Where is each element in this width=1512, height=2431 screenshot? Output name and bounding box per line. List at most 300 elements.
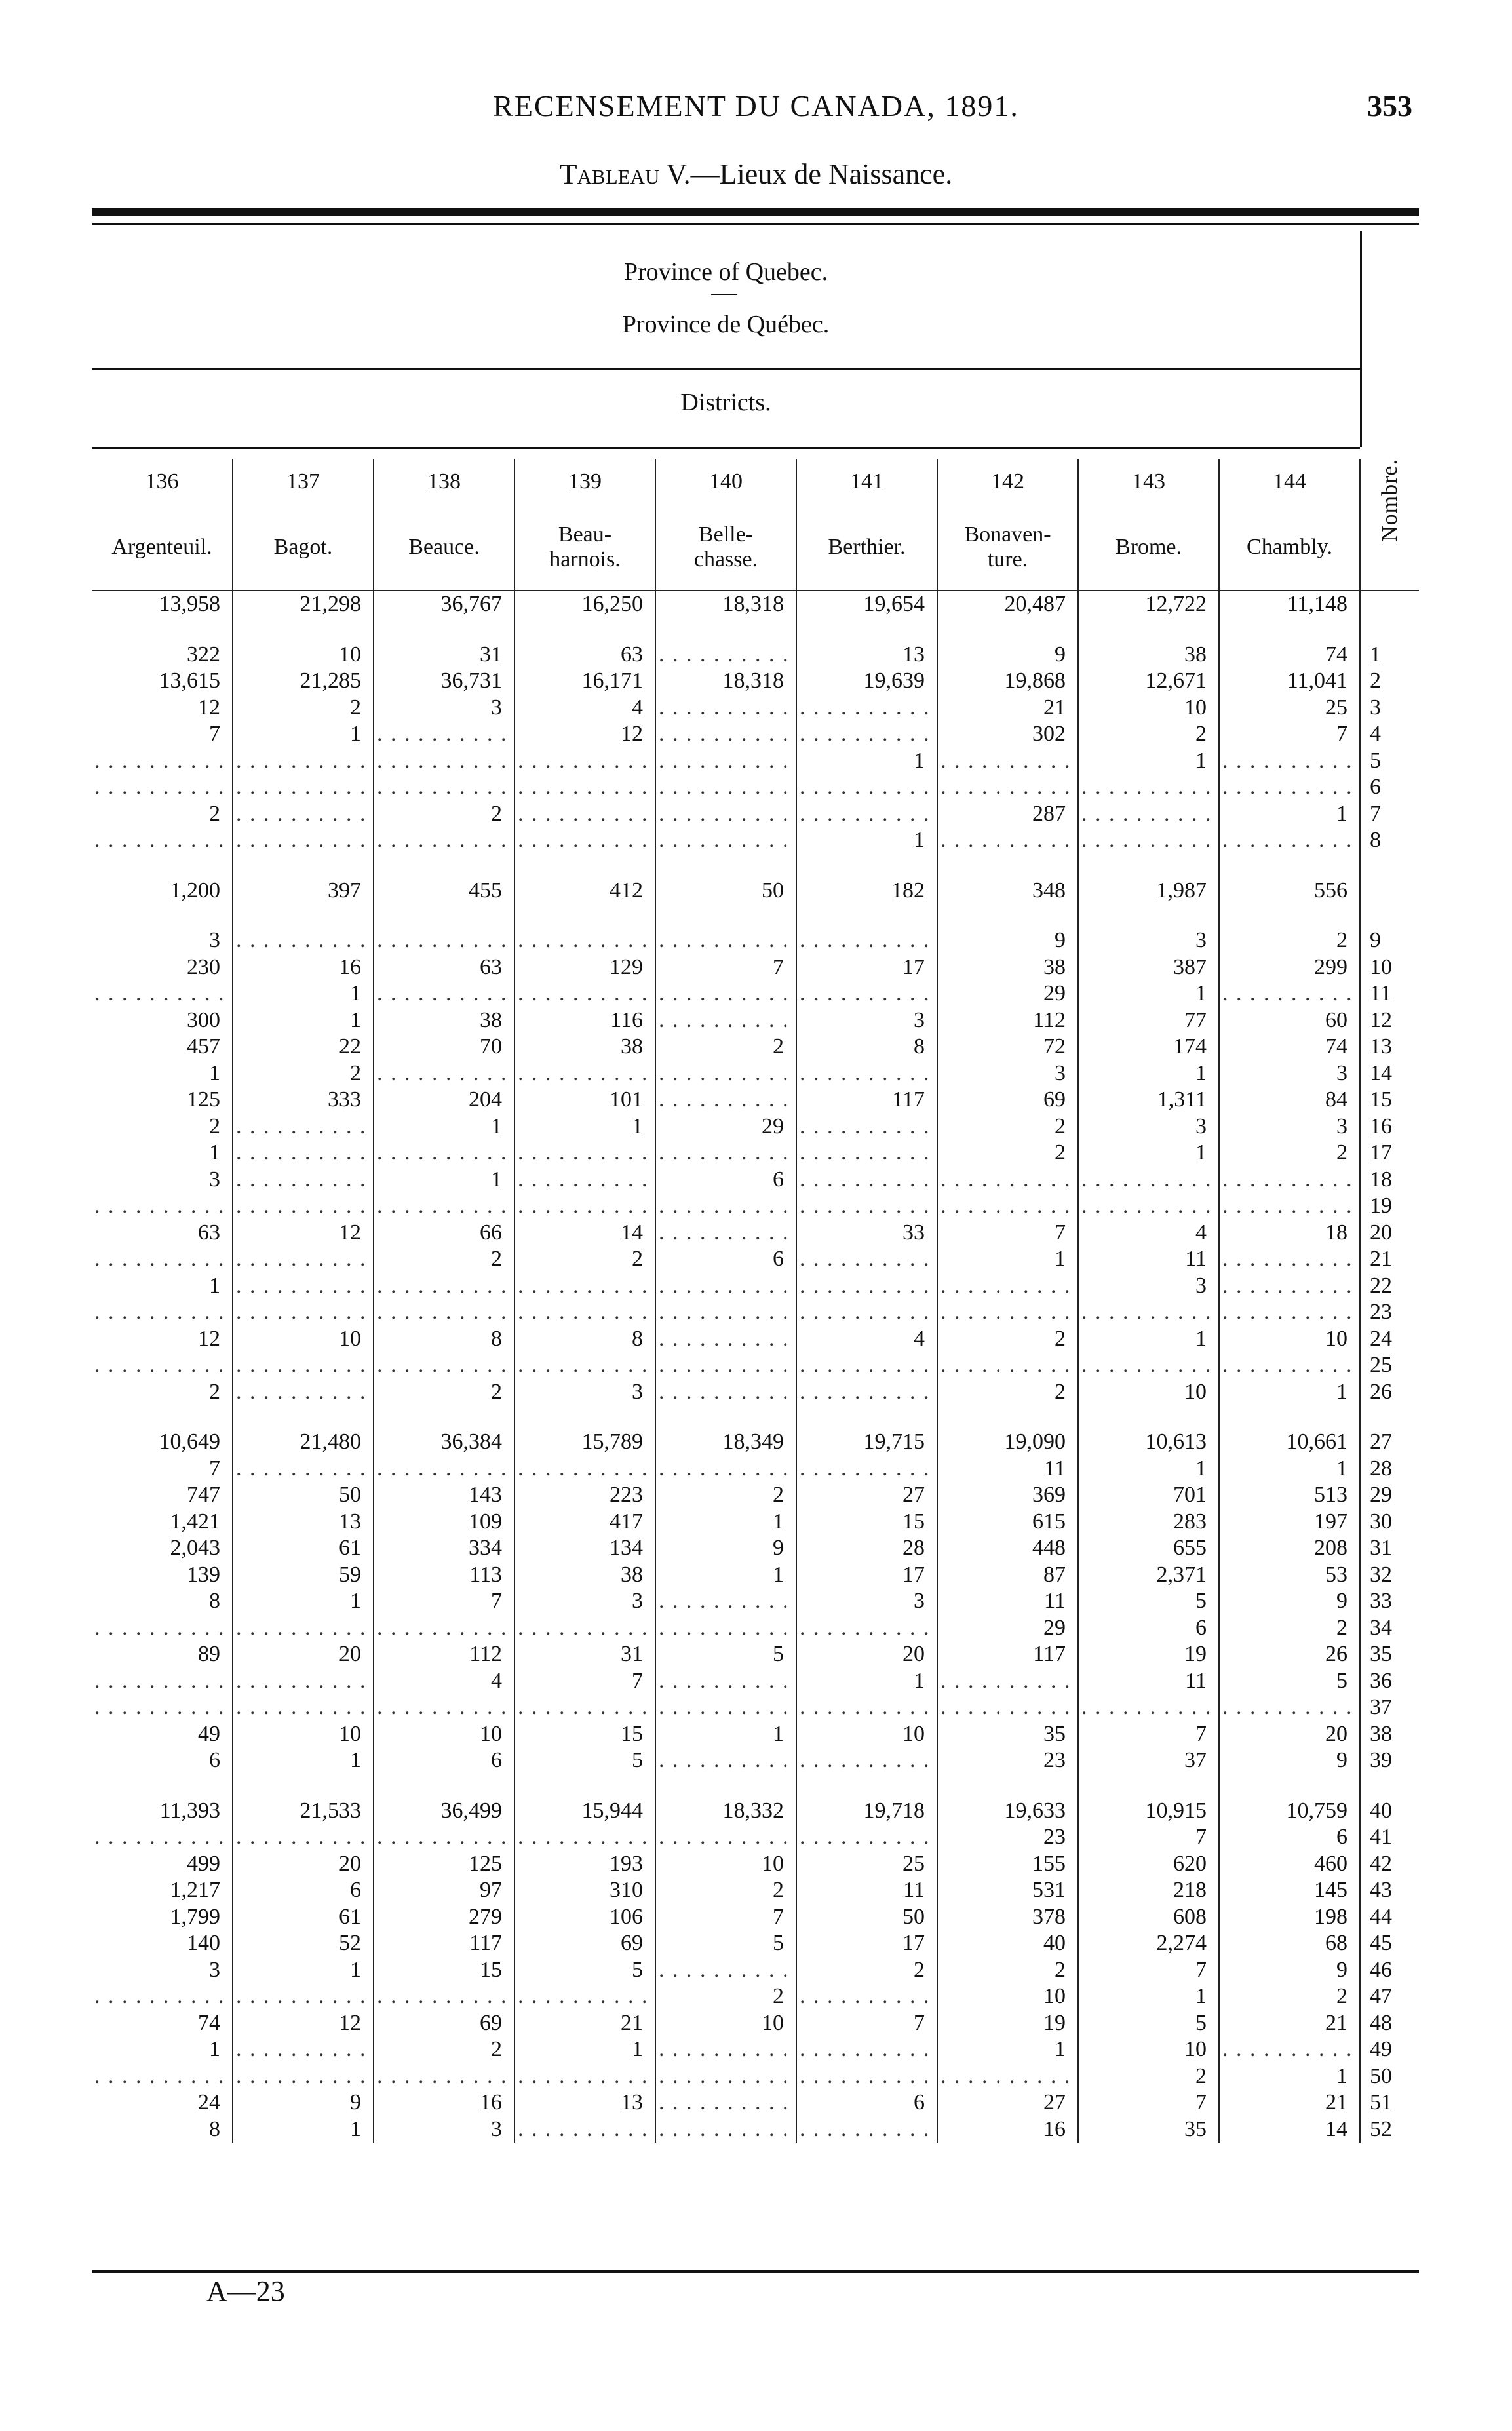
table-cell: 11 xyxy=(937,1588,1078,1615)
table-cell xyxy=(374,1193,514,1220)
table-cell: 2 xyxy=(1219,1983,1360,2010)
district-name-line: Belle- xyxy=(698,522,754,547)
district-number: 137 xyxy=(286,469,320,494)
table-cell: 37 xyxy=(1078,1747,1219,1774)
table-cell xyxy=(1078,1299,1219,1326)
table-cell: 89 xyxy=(92,1641,233,1668)
table-cell xyxy=(796,774,937,801)
table-cell: 310 xyxy=(514,1877,655,1904)
table-cell: 52 xyxy=(233,1930,374,1957)
table-row xyxy=(92,2116,1419,2143)
table-cell xyxy=(1219,1299,1360,1326)
row-number: 33 xyxy=(1360,1588,1419,1615)
row-number: 28 xyxy=(1360,1456,1419,1483)
table-cell: 182 xyxy=(796,878,937,904)
row-number: 36 xyxy=(1360,1668,1419,1695)
table-cell: 20 xyxy=(796,1641,937,1668)
table-row xyxy=(92,827,1419,854)
gap-cell xyxy=(233,1405,374,1429)
table-cell: 2,043 xyxy=(92,1535,233,1562)
table-cell: 145 xyxy=(1219,1877,1360,1904)
table-cell: 1,421 xyxy=(92,1509,233,1536)
table-cell: 460 xyxy=(1219,1851,1360,1878)
table-cell xyxy=(655,748,796,775)
table-cell xyxy=(655,1352,796,1379)
district-number: 141 xyxy=(850,469,883,494)
table-cell xyxy=(655,1824,796,1851)
table-row xyxy=(92,927,1419,954)
table-cell xyxy=(514,1299,655,1326)
table-cell: 59 xyxy=(233,1562,374,1589)
table-cell xyxy=(655,721,796,748)
table-cell xyxy=(233,2036,374,2063)
table-cell: 9 xyxy=(233,2090,374,2116)
table-row xyxy=(92,954,1419,981)
table-cell xyxy=(1078,1167,1219,1194)
table-cell xyxy=(655,1379,796,1406)
table-cell: 3 xyxy=(937,1060,1078,1087)
gap-cell xyxy=(233,904,374,927)
table-cell: 60 xyxy=(1219,1007,1360,1034)
gap-cell xyxy=(1078,854,1219,878)
table-cell: 218 xyxy=(1078,1877,1219,1904)
table-row xyxy=(92,1798,1419,1825)
table-cell: 22 xyxy=(233,1034,374,1060)
gap-cell xyxy=(796,1405,937,1429)
table-cell: 36,767 xyxy=(374,591,514,618)
table-row xyxy=(92,1114,1419,1140)
table-cell xyxy=(374,748,514,775)
table-cell: 12,671 xyxy=(1078,668,1219,695)
table-cell xyxy=(233,1246,374,1273)
table-cell: 21,285 xyxy=(233,668,374,695)
table-cell xyxy=(655,1007,796,1034)
gap-cell xyxy=(796,854,937,878)
row-number: 3 xyxy=(1360,695,1419,722)
table-cell xyxy=(1078,801,1219,828)
table-cell: 1 xyxy=(233,1747,374,1774)
table-cell: 1 xyxy=(233,1957,374,1984)
table-cell: 16 xyxy=(937,2116,1078,2143)
gap-cell xyxy=(1219,1405,1360,1429)
table-cell: 198 xyxy=(1219,1904,1360,1931)
table-cell: 223 xyxy=(514,1482,655,1509)
district-name xyxy=(940,505,1075,590)
table-cell: 7 xyxy=(1078,1721,1219,1748)
gap-cell xyxy=(233,618,374,642)
row-number: 49 xyxy=(1360,2036,1419,2063)
table-row xyxy=(92,1456,1419,1483)
table-cell: 2 xyxy=(92,801,233,828)
footer-rule xyxy=(92,2270,1419,2273)
row-number: 4 xyxy=(1360,721,1419,748)
table-cell: 13 xyxy=(514,2090,655,2116)
table-row xyxy=(92,1535,1419,1562)
row-number xyxy=(1360,878,1419,904)
district-name-line: Beau- xyxy=(558,522,612,547)
table-cell: 3 xyxy=(1219,1114,1360,1140)
table-cell: 1 xyxy=(92,1060,233,1087)
table-cell: 7 xyxy=(92,721,233,748)
table-cell: 13 xyxy=(796,642,937,669)
table-cell: 322 xyxy=(92,642,233,669)
row-number: 46 xyxy=(1360,1957,1419,1984)
gap-cell xyxy=(92,1405,233,1429)
table-cell xyxy=(796,2063,937,2090)
table-cell xyxy=(655,1273,796,1300)
table-cell: 1 xyxy=(1219,1379,1360,1406)
districts-rule xyxy=(92,447,1360,449)
table-cell xyxy=(655,2036,796,2063)
table-cell: 204 xyxy=(374,1087,514,1114)
table-cell: 10,613 xyxy=(1078,1429,1219,1456)
table-cell: 63 xyxy=(374,954,514,981)
table-cell: 117 xyxy=(374,1930,514,1957)
district-name-line: ture. xyxy=(987,547,1028,572)
table-cell: 1,311 xyxy=(1078,1087,1219,1114)
table-cell: 18,349 xyxy=(655,1429,796,1456)
table-cell: 1 xyxy=(937,2036,1078,2063)
table-cell: 31 xyxy=(514,1641,655,1668)
table-row xyxy=(92,1193,1419,1220)
table-cell: 2 xyxy=(796,1957,937,1984)
table-cell xyxy=(796,695,937,722)
table-cell: 174 xyxy=(1078,1034,1219,1060)
table-cell xyxy=(514,1140,655,1167)
row-number: 24 xyxy=(1360,1326,1419,1353)
table-cell: 87 xyxy=(937,1562,1078,1589)
table-row xyxy=(92,2036,1419,2063)
table-cell xyxy=(1078,1352,1219,1379)
table-cell: 50 xyxy=(655,878,796,904)
row-number: 23 xyxy=(1360,1299,1419,1326)
district-header xyxy=(796,459,937,591)
table-cell: 10 xyxy=(655,1851,796,1878)
table-cell: 412 xyxy=(514,878,655,904)
table-cell: 9 xyxy=(937,927,1078,954)
table-cell xyxy=(796,1060,937,1087)
table-cell: 21,533 xyxy=(233,1798,374,1825)
table-cell xyxy=(233,1983,374,2010)
table-cell xyxy=(374,1983,514,2010)
table-cell xyxy=(655,1694,796,1721)
table-cell xyxy=(514,1167,655,1194)
table-cell: 3 xyxy=(374,695,514,722)
table-cell: 3 xyxy=(1078,1273,1219,1300)
table-cell xyxy=(655,774,796,801)
table-row xyxy=(92,748,1419,775)
district-header xyxy=(937,459,1078,591)
table-cell: 2 xyxy=(92,1379,233,1406)
table-cell: 1 xyxy=(1078,1456,1219,1483)
row-number: 10 xyxy=(1360,954,1419,981)
header-rule-thin xyxy=(92,223,1419,225)
table-cell: 283 xyxy=(1078,1509,1219,1536)
table-cell: 1 xyxy=(233,1007,374,1034)
table-cell: 279 xyxy=(374,1904,514,1931)
district-name xyxy=(94,505,229,590)
table-cell xyxy=(655,1220,796,1247)
table-cell: 12 xyxy=(92,695,233,722)
gap-cell xyxy=(937,1405,1078,1429)
table-cell xyxy=(1219,981,1360,1007)
table-cell: 69 xyxy=(374,2010,514,2037)
gap-cell xyxy=(655,1405,796,1429)
table-cell xyxy=(374,927,514,954)
table-cell: 2 xyxy=(937,1326,1078,1353)
table-cell xyxy=(92,1983,233,2010)
table-row xyxy=(92,1509,1419,1536)
table-cell: 109 xyxy=(374,1509,514,1536)
table-cell: 5 xyxy=(655,1930,796,1957)
table-cell: 74 xyxy=(92,2010,233,2037)
table-cell: 10 xyxy=(1078,2036,1219,2063)
table-cell xyxy=(514,2063,655,2090)
gap-cell xyxy=(92,618,233,642)
table-row xyxy=(92,1087,1419,1114)
table-cell: 20,487 xyxy=(937,591,1078,618)
table-cell: 5 xyxy=(514,1957,655,1984)
table-cell xyxy=(233,801,374,828)
table-cell xyxy=(796,2116,937,2143)
table-cell xyxy=(92,1824,233,1851)
table-cell: 10 xyxy=(655,2010,796,2037)
table-row xyxy=(92,1641,1419,1668)
row-number: 16 xyxy=(1360,1114,1419,1140)
gap-cell xyxy=(374,904,514,927)
table-cell: 36,384 xyxy=(374,1429,514,1456)
table-cell: 7 xyxy=(1078,1824,1219,1851)
gap-cell xyxy=(655,854,796,878)
table-cell: 16,171 xyxy=(514,668,655,695)
table-cell: 143 xyxy=(374,1482,514,1509)
table-cell xyxy=(937,1273,1078,1300)
table-cell xyxy=(655,927,796,954)
province-separator xyxy=(711,294,737,295)
table-cell: 11,148 xyxy=(1219,591,1360,618)
table-cell: 7 xyxy=(655,1904,796,1931)
table-cell: 13,958 xyxy=(92,591,233,618)
table-cell: 18,318 xyxy=(655,591,796,618)
table-cell xyxy=(92,981,233,1007)
gap-cell xyxy=(514,1405,655,1429)
table-cell: 129 xyxy=(514,954,655,981)
table-cell: 1 xyxy=(233,2116,374,2143)
table-cell: 11,393 xyxy=(92,1798,233,1825)
header-rule-thick xyxy=(92,208,1419,216)
table-row xyxy=(92,1615,1419,1642)
district-name xyxy=(1081,505,1216,590)
row-number: 6 xyxy=(1360,774,1419,801)
district-name-line: Bagot. xyxy=(273,535,333,559)
table-cell xyxy=(514,1456,655,1483)
table-cell xyxy=(1219,1193,1360,1220)
table-cell: 15,789 xyxy=(514,1429,655,1456)
table-cell: 15 xyxy=(514,1721,655,1748)
table-cell: 11 xyxy=(1078,1246,1219,1273)
table-cell xyxy=(233,774,374,801)
table-cell: 1 xyxy=(1078,981,1219,1007)
table-cell xyxy=(374,1824,514,1851)
district-number: 139 xyxy=(568,469,602,494)
table-cell: 14 xyxy=(514,1220,655,1247)
table-cell xyxy=(796,1299,937,1326)
table-cell xyxy=(937,1299,1078,1326)
table-row xyxy=(92,1930,1419,1957)
gap-cell xyxy=(1360,854,1419,878)
table-cell: 139 xyxy=(92,1562,233,1589)
table-cell: 615 xyxy=(937,1509,1078,1536)
table-cell: 5 xyxy=(1078,1588,1219,1615)
table-cell: 7 xyxy=(937,1220,1078,1247)
table-cell xyxy=(233,1352,374,1379)
table-cell: 1 xyxy=(655,1721,796,1748)
table-cell: 19,718 xyxy=(796,1798,937,1825)
row-number: 14 xyxy=(1360,1060,1419,1087)
table-cell: 10,915 xyxy=(1078,1798,1219,1825)
page-number: 353 xyxy=(1367,89,1412,123)
table-cell xyxy=(1078,774,1219,801)
table-cell xyxy=(92,1246,233,1273)
district-header xyxy=(233,459,374,591)
table-cell xyxy=(937,2063,1078,2090)
table-cell xyxy=(655,981,796,1007)
district-name-line: Beauce. xyxy=(408,535,480,559)
table-cell: 2 xyxy=(374,1246,514,1273)
table-cell: 61 xyxy=(233,1535,374,1562)
section-gap xyxy=(92,1774,1419,1798)
table-cell: 7 xyxy=(374,1588,514,1615)
table-cell: 10 xyxy=(1078,1379,1219,1406)
table-cell: 10 xyxy=(937,1983,1078,2010)
table-cell: 197 xyxy=(1219,1509,1360,1536)
table-cell xyxy=(233,748,374,775)
gap-cell xyxy=(1219,854,1360,878)
census-table-wrap xyxy=(92,459,1419,2143)
table-cell: 701 xyxy=(1078,1482,1219,1509)
table-cell: 3 xyxy=(1078,1114,1219,1140)
table-cell: 68 xyxy=(1219,1930,1360,1957)
table-cell: 12,722 xyxy=(1078,591,1219,618)
table-cell: 10,661 xyxy=(1219,1429,1360,1456)
districts-label: Districts. xyxy=(680,389,771,416)
table-cell: 155 xyxy=(937,1851,1078,1878)
gap-cell xyxy=(514,1774,655,1798)
table-cell xyxy=(655,1326,796,1353)
table-cell xyxy=(796,1694,937,1721)
table-row xyxy=(92,1694,1419,1721)
row-number: 1 xyxy=(1360,642,1419,669)
table-cell: 116 xyxy=(514,1007,655,1034)
table-row xyxy=(92,878,1419,904)
table-cell: 302 xyxy=(937,721,1078,748)
table-cell xyxy=(514,927,655,954)
district-header xyxy=(1078,459,1219,591)
table-cell xyxy=(374,827,514,854)
table-cell: 19 xyxy=(937,2010,1078,2037)
table-cell: 1 xyxy=(233,981,374,1007)
table-cell: 4 xyxy=(514,695,655,722)
table-cell: 299 xyxy=(1219,954,1360,981)
table-cell: 66 xyxy=(374,1220,514,1247)
table-cell: 2 xyxy=(655,1983,796,2010)
table-cell xyxy=(1078,1694,1219,1721)
table-cell: 13 xyxy=(233,1509,374,1536)
table-cell: 1 xyxy=(92,1273,233,1300)
district-name xyxy=(236,505,370,590)
row-number: 17 xyxy=(1360,1140,1419,1167)
table-cell: 1 xyxy=(937,1246,1078,1273)
table-row xyxy=(92,1668,1419,1695)
table-cell: 1 xyxy=(1219,2063,1360,2090)
gap-cell xyxy=(1219,1774,1360,1798)
table-cell: 369 xyxy=(937,1482,1078,1509)
table-cell: 6 xyxy=(374,1747,514,1774)
table-row xyxy=(92,801,1419,828)
table-cell xyxy=(233,827,374,854)
table-cell: 3 xyxy=(514,1588,655,1615)
table-cell: 16,250 xyxy=(514,591,655,618)
table-cell: 112 xyxy=(937,1007,1078,1034)
table-cell xyxy=(937,1694,1078,1721)
gap-cell xyxy=(92,854,233,878)
table-cell: 8 xyxy=(92,2116,233,2143)
table-cell: 10 xyxy=(233,1326,374,1353)
district-number: 138 xyxy=(427,469,461,494)
district-name xyxy=(518,505,652,590)
table-cell: 2 xyxy=(937,1957,1078,1984)
table-cell xyxy=(374,1060,514,1087)
row-number: 51 xyxy=(1360,2090,1419,2116)
table-cell: 9 xyxy=(1219,1957,1360,1984)
row-number: 12 xyxy=(1360,1007,1419,1034)
row-number: 42 xyxy=(1360,1851,1419,1878)
table-cell: 38 xyxy=(514,1034,655,1060)
table-cell: 1 xyxy=(233,721,374,748)
table-cell: 1 xyxy=(1078,1326,1219,1353)
table-cell: 21 xyxy=(514,2010,655,2037)
table-cell xyxy=(514,1273,655,1300)
gap-cell xyxy=(937,1774,1078,1798)
gap-cell xyxy=(1360,618,1419,642)
table-cell: 1 xyxy=(233,1588,374,1615)
table-cell: 19,654 xyxy=(796,591,937,618)
table-cell: 2 xyxy=(374,2036,514,2063)
table-row xyxy=(92,1851,1419,1878)
table-cell xyxy=(233,1456,374,1483)
table-cell: 74 xyxy=(1219,642,1360,669)
table-cell xyxy=(374,1694,514,1721)
row-number: 32 xyxy=(1360,1562,1419,1589)
table-row xyxy=(92,1379,1419,1406)
table-cell: 16 xyxy=(374,2090,514,2116)
district-header xyxy=(1219,459,1360,591)
table-cell: 28 xyxy=(796,1535,937,1562)
table-cell: 7 xyxy=(1078,1957,1219,1984)
table-cell: 12 xyxy=(233,1220,374,1247)
table-cell: 2 xyxy=(1078,2063,1219,2090)
table-row xyxy=(92,1140,1419,1167)
table-cell: 7 xyxy=(655,954,796,981)
table-cell: 35 xyxy=(937,1721,1078,1748)
gap-cell xyxy=(1078,618,1219,642)
table-cell: 333 xyxy=(233,1087,374,1114)
row-number: 50 xyxy=(1360,2063,1419,2090)
table-cell xyxy=(92,2063,233,2090)
table-cell: 2 xyxy=(1219,1615,1360,1642)
table-cell xyxy=(233,2063,374,2090)
table-cell: 531 xyxy=(937,1877,1078,1904)
